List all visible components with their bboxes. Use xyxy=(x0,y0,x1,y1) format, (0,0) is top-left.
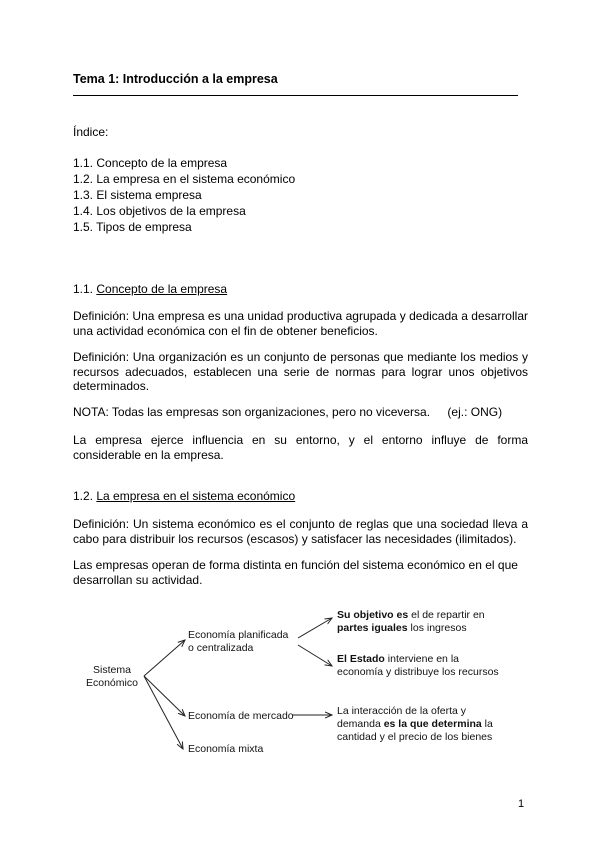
index-heading: Índice: xyxy=(73,125,109,139)
diagram-root xyxy=(86,664,138,690)
section1-def-empresa: Definición: Una empresa es una unidad productiva agrupada y dedicada a desarrollar una actividad económica con el fin de obtener beneficios. xyxy=(73,309,528,338)
section2-def: Definición: Un sistema económico es el conjunto de reglas que una sociedad lleva a cabo para distribuir los recursos (escasos) y satisfacer las necesidades (ilimitados). xyxy=(73,517,528,546)
market-note-line2-b: la xyxy=(481,718,493,730)
note-example: (ej.: ONG) xyxy=(447,405,503,419)
index-item: 1.4. Los objetivos de la empresa xyxy=(73,204,246,218)
section2-number: 1.2. xyxy=(73,489,94,503)
planned-note1-bold: Su objetivo es xyxy=(337,609,409,621)
planned-note2-bold: El Estado xyxy=(337,653,385,665)
planned-line2: o centralizada xyxy=(188,642,254,654)
planned-note1-line2-rest: los ingresos xyxy=(407,622,467,634)
planned-note-2 xyxy=(337,653,499,679)
planned-note1-rest: el de repartir en xyxy=(408,609,485,621)
planned-note1-line2-bold: partes iguales xyxy=(337,622,408,634)
root-line2: Económico xyxy=(86,677,138,689)
market-note xyxy=(337,705,493,744)
arrow-to-planned xyxy=(144,640,185,676)
planned-note2-line2: economía y distribuye los recursos xyxy=(337,666,499,678)
market-note-line1: La interacción de la oferta y xyxy=(337,705,466,717)
root-line1: Sistema xyxy=(93,664,131,676)
planned-line1: Economía planificada xyxy=(188,629,289,641)
section2-title: La empresa en el sistema económico xyxy=(96,489,296,503)
planned-note2-rest: interviene en la xyxy=(384,653,459,665)
arrow-to-planned-note2 xyxy=(298,645,332,666)
market-note-line2-a: demanda xyxy=(337,718,384,730)
note-text: NOTA: Todas las empresas son organizaciones, pero no viceversa. xyxy=(73,405,431,419)
arrow-to-planned-note1 xyxy=(298,618,332,638)
index-item: 1.2. La empresa en el sistema económico xyxy=(73,172,296,186)
index-item: 1.3. El sistema empresa xyxy=(73,188,202,202)
arrow-to-mixed xyxy=(144,676,183,749)
section1-def-organizacion: Definición: Una organización es un conjunto de personas que mediante los medios y recursos adecuados, establecen una serie de normas para lograr unos objetivos determinados. xyxy=(73,350,528,393)
mixed-economy-node: Economía mixta xyxy=(188,743,264,755)
arrow-to-market xyxy=(144,676,185,716)
section2-para: Las empresas operan de forma distinta en función del sistema económico en el que desarrollan su actividad. xyxy=(73,558,518,587)
market-note-line3: cantidad y el precio de los bienes xyxy=(337,731,493,743)
page-title: Tema 1: Introducción a la empresa xyxy=(73,72,278,86)
section1-number: 1.1. xyxy=(73,282,94,296)
section1-influence: La empresa ejerce influencia en su entorno, y el entorno influye de forma considerable en la empresa. xyxy=(73,433,528,462)
index-item: 1.5. Tipos de empresa xyxy=(73,220,192,234)
index-item: 1.1. Concepto de la empresa xyxy=(73,156,228,170)
planned-note-1 xyxy=(337,609,485,635)
planned-economy-node xyxy=(188,629,288,655)
section1-title: Concepto de la empresa xyxy=(96,282,228,296)
market-note-line2-bold: es la que determina xyxy=(383,718,482,730)
market-economy-node: Economía de mercado xyxy=(188,710,294,722)
page-number: 1 xyxy=(518,798,525,810)
